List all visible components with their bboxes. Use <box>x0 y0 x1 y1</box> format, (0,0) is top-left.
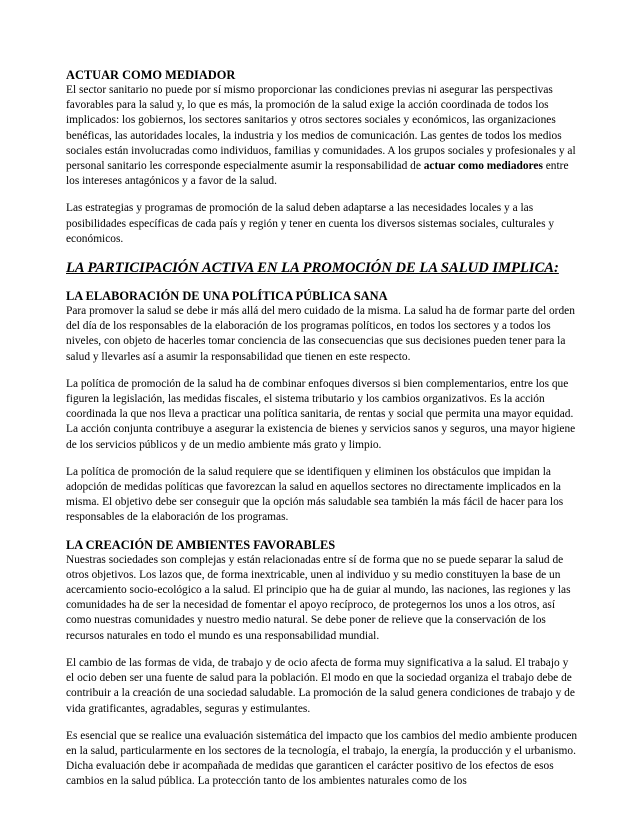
paragraph-politica-3: La política de promoción de la salud requiere que se identifiquen y eliminen los obstáculos que impidan la adopción de medidas políticas que favorezcan la salud en aquellos sectores no directamente implicados en la misma. El objetivo debe ser conseguir que la opción más saludable sea también la más fácil de hacer para los responsables de la elaboración de los programas. <box>66 465 564 524</box>
paragraph-politica-2: La política de promoción de la salud ha de combinar enfoques diversos si bien complementarios, entre los que figuren la legislación, las medidas fiscales, el sistema tributario y los cambios organizativos. Es la acción coordinada la que nos lleva a practicar una política sanitaria, de rentas y social que permita una mayor equidad. La acción conjunta contribuye a asegurar la existencia de bienes y servicios sanos y seguros, una mayor higiene de los servicios públicos y de un medio ambiente más grato y limpio. <box>66 377 576 451</box>
paragraph-mediador-1-text-b: entre los intereses antagónicos y a favor de la salud. <box>66 160 569 188</box>
paragraph-mediador-1-bold: actuar como mediadores <box>423 160 543 173</box>
section-title-actuar-como-mediador: ACTUAR COMO MEDIADOR <box>66 68 236 82</box>
paragraph-politica-1: Para promover la salud se debe ir más allá del mero cuidado de la misma. La salud ha de formar parte del orden del día de los responsables de la elaboración de los programas políticos, en todos los sectores y a todos los niveles, con objeto de hacerles tomar conciencia de las consecuencias que sus decisiones pueden tener para la salud y llevarles así a asumir la responsabilidad que tienen en este respecto. <box>66 305 575 363</box>
main-heading: LA PARTICIPACIÓN ACTIVA EN LA PROMOCIÓN DE LA SALUD IMPLICA: <box>66 260 559 277</box>
paragraph-mediador-1 <box>66 83 578 189</box>
section-title-politica-publica: LA ELABORACIÓN DE UNA POLÍTICA PÚBLICA SANA <box>66 289 388 304</box>
paragraph-ambientes-3: Es esencial que se realice una evaluación sistemática del impacto que los cambios del medio ambiente producen en la salud, particularmente en los sectores de la tecnología, el trabajo, la energía, la producción y el urbanismo. Dicha evaluación debe ir acompañada de medidas que garanticen el carácter positivo de los efectos de esos cambios en la salud pública. La protección tanto de los ambientes naturales como de los <box>66 729 578 788</box>
document-page <box>66 68 578 802</box>
paragraph-mediador-1-text-a: El sector sanitario no puede por sí mismo proporcionar las condiciones previas ni asegurar las perspectivas favorables para la salud y, lo que es más, la promoción de la salud exige la acción coordinada de todos los implicados: los gobiernos, los sectores sanitarios y otros sectores sociales y económicos, las organizaciones benéficas, las autoridades locales, la industria y los medios de comunicación. Las gentes de todos los medios sociales están involucradas como individuos, familias y comunidades. A los grupos sociales y profesionales y al personal sanitario les corresponde especialmente asumir la responsabilidad de <box>66 84 576 173</box>
paragraph-ambientes-1: Nuestras sociedades son complejas y están relacionadas entre sí de forma que no se puede separar la salud de otros objetivos. Los lazos que, de forma inextricable, unen al individuo y su medio constituyen la base de un acercamiento socio-ecológico a la salud. El principio que ha de guiar al mundo, las naciones, las regiones y las comunidades ha de ser la necesidad de fomentar el apoyo recíproco, de protegernos los unos a los otros, así como nuestras comunidades y nuestro medio natural. Se debe poner de relieve que la conservación de los recursos naturales en todo el mundo es una responsabilidad mundial. <box>66 553 571 642</box>
paragraph-ambientes-2: El cambio de las formas de vida, de trabajo y de ocio afecta de forma muy significativa a la salud. El trabajo y el ocio deben ser una fuente de salud para la población. El modo en que la sociedad organiza el trabajo debe de contribuir a la creación de una sociedad saludable. La promoción de la salud genera condiciones de trabajo y de vida gratificantes, agradables, seguras y estimulantes. <box>66 656 575 715</box>
section-title-ambientes-favorables: LA CREACIÓN DE AMBIENTES FAVORABLES <box>66 537 336 552</box>
paragraph-mediador-2: Las estrategias y programas de promoción de la salud deben adaptarse a las necesidades locales y a las posibilidades específicas de cada país y región y tener en cuenta los diversos sistemas sociales, culturales y económicos. <box>66 202 555 245</box>
